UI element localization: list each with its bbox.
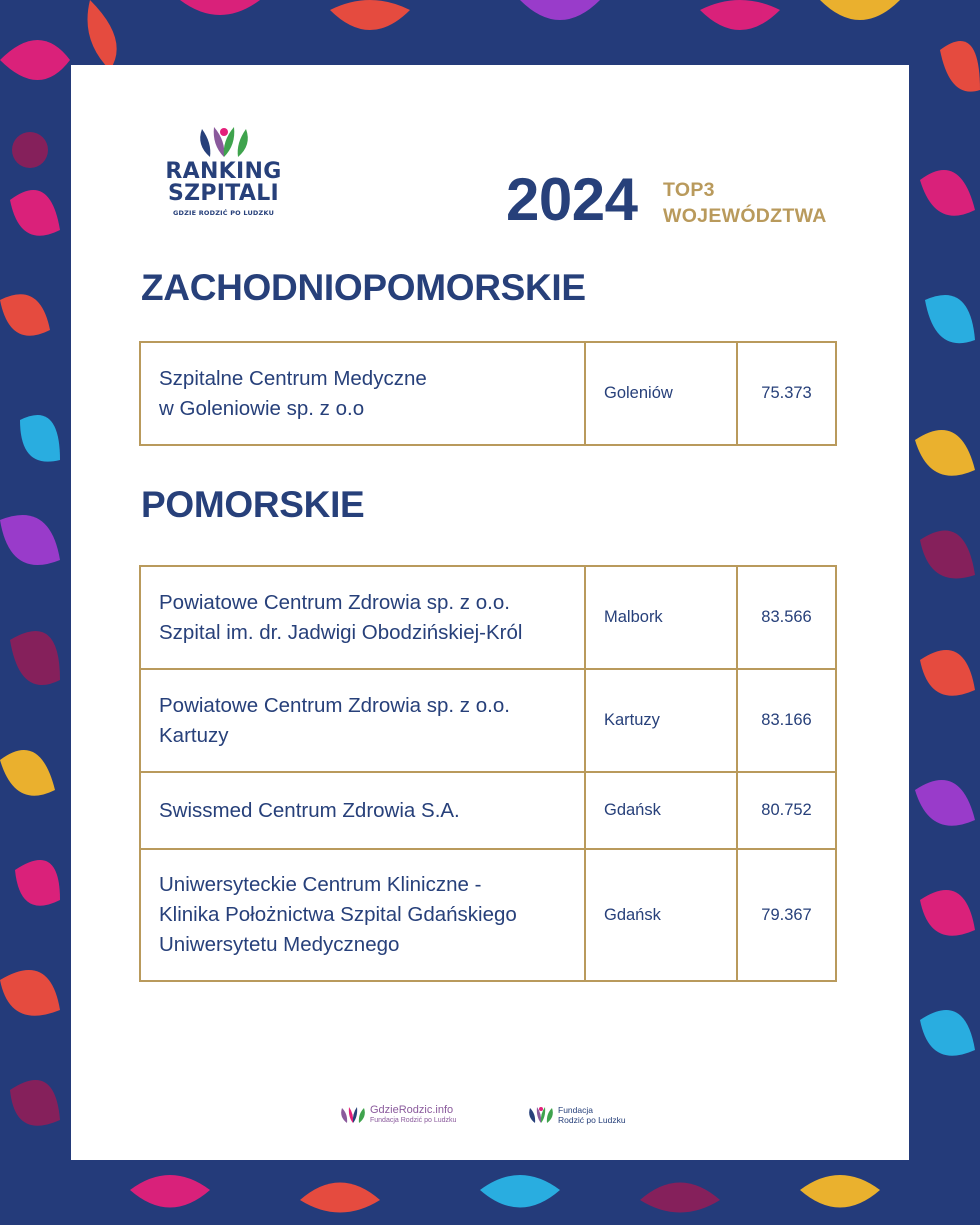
gdzierodzic-logo-icon [339,1105,367,1125]
logo-line-1: RANKING [165,159,282,184]
score-cell: 80.752 [737,772,836,849]
table-row [140,342,836,445]
footer-left-title: GdzieRodzic.info [370,1104,454,1116]
table-row [140,566,836,669]
footer-right-title: Fundacja [558,1105,593,1115]
logo-subtitle: GDZIE RODZIĆ PO LUDZKU [172,209,275,217]
city-cell: Gdańsk [585,772,737,849]
hospital-name-line: Powiatowe Centrum Zdrowia sp. z o.o. [159,693,510,717]
table-row [140,849,836,981]
footer-right-sub: Rodzić po Ludzku [558,1115,626,1125]
score-cell: 75.373 [737,342,836,445]
fundacja-logo-icon [527,1105,555,1125]
top3-line-2: WOJEWÓDZTWA [663,205,827,227]
logo-line-2: SZPITALI [167,181,280,206]
table-row [140,772,836,849]
score-cell: 79.367 [737,849,836,981]
hospital-name-cell [140,342,585,445]
hospital-name-line: Powiatowe Centrum Zdrowia sp. z o.o. [159,590,510,614]
hospital-name-cell [140,772,585,849]
hospital-name-line: Uniwersytetu Medycznego [159,933,400,956]
tulip-heart-icon [196,123,252,161]
hospital-name-line: Uniwersyteckie Centrum Kliniczne - [159,873,482,896]
city-cell: Kartuzy [585,669,737,772]
city-cell: Gdańsk [585,849,737,981]
top3-tag [663,177,827,229]
year-heading: 2024 [506,166,638,233]
top3-line-1: TOP3 [663,179,715,201]
ranking-table-zachodniopomorskie [139,341,837,446]
ranking-table-pomorskie [139,565,837,982]
footer-left-sub: Fundacja Rodzić po Ludzku [370,1117,457,1124]
table-row [140,669,836,772]
city-cell: Goleniów [585,342,737,445]
city-cell: Malbork [585,566,737,669]
ranking-card [71,65,909,1160]
hospital-name-line: Swissmed Centrum Zdrowia S.A. [159,798,460,822]
hospital-name-line: Szpital im. dr. Jadwigi Obodzińskiej-Król [159,620,523,644]
hospital-name-line: Szpitalne Centrum Medyczne [159,366,427,390]
hospital-name-line: Klinika Położnictwa Szpital Gdańskiego [159,903,517,926]
hospital-name-cell [140,566,585,669]
hospital-name-line: w Goleniowie sp. z o.o [159,396,365,420]
footer-gdzierodzic-logo [339,1105,456,1125]
region-title-pomorskie: POMORSKIE [141,484,365,525]
hospital-name-cell [140,849,585,981]
hospital-name-line: Kartuzy [159,723,229,747]
ranking-szpitali-logo [161,123,286,217]
score-cell: 83.166 [737,669,836,772]
score-cell: 83.566 [737,566,836,669]
region-title-zachodniopomorskie: ZACHODNIOPOMORSKIE [141,267,586,308]
footer-fundacja-logo [527,1105,626,1125]
hospital-name-cell [140,669,585,772]
